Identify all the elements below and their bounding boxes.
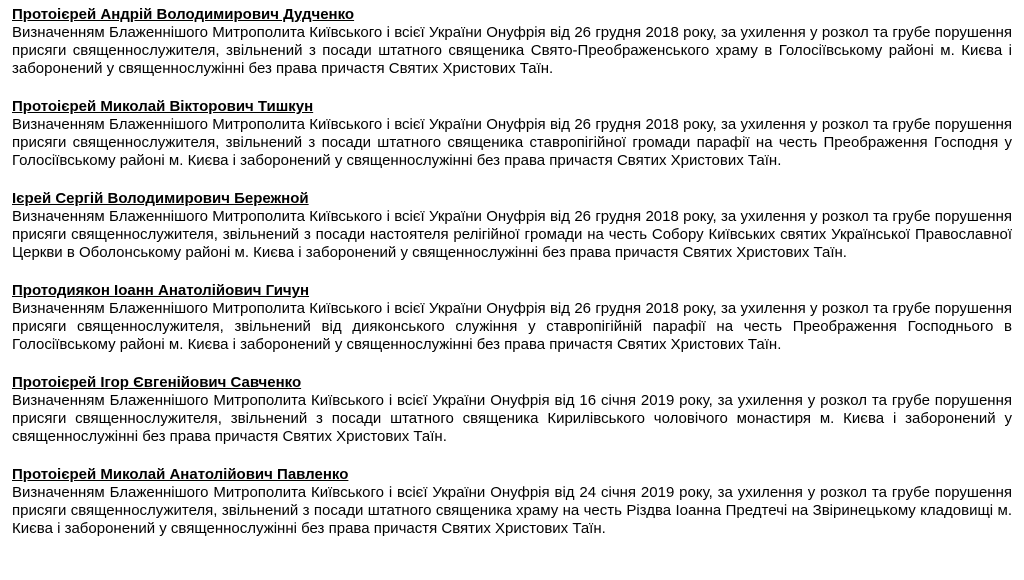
- entry-name: Протоієрей Миколай Анатолійович Павленко: [12, 466, 349, 483]
- entry-text: Визначенням Блаженнішого Митрополита Київського і всієї України Онуфрія від 16 січня 2019 року, за ухилення у розкол та грубе порушення присяги священнослужителя, звільнений з посади штатного священика Кирилівського чоловічого монастиря м. Києва і заборонений у священнослужінні без права причастя Святих Христових Таїн.: [12, 392, 1012, 445]
- entry: [12, 466, 1012, 538]
- entry-name: Протодиякон Іоанн Анатолійович Гичун: [12, 282, 310, 299]
- entry-name: Протоієрей Ігор Євгенійович Савченко: [12, 374, 302, 391]
- entry: [12, 98, 1012, 170]
- entry-text: Визначенням Блаженнішого Митрополита Київського і всієї України Онуфрія від 24 січня 2019 року, за ухилення у розкол та грубе порушення присяги священнослужителя, звільнений з посади штатного священика храму на честь Різдва Іоанна Предтечі на Звіринецькому кладовищі м. Києва і заборонений у священнослужінні без права причастя Святих Христових Таїн.: [12, 484, 1012, 537]
- entry-name: Ієрей Сергій Володимирович Бережной: [12, 190, 309, 207]
- entry-text: Визначенням Блаженнішого Митрополита Київського і всієї України Онуфрія від 26 грудня 2018 року, за ухилення у розкол та грубе порушення присяги священнослужителя, звільнений з посади штатного священика ставропігійної громади парафії на честь Преображення Господня у Голосіївському районі м. Києва і заборонений у священнослужінні без права причастя Святих Христових Таїн.: [12, 116, 1012, 169]
- entry-text: Визначенням Блаженнішого Митрополита Київського і всієї України Онуфрія від 26 грудня 2018 року, за ухилення у розкол та грубе порушення присяги священнослужителя, звільнений від дияконського служіння у ставропігійній парафії на честь Преображення Господнього в Голосіївському районі м. Києва і заборонений у священнослужінні без права причастя Святих Христових Таїн.: [12, 300, 1012, 353]
- entry: [12, 282, 1012, 354]
- entry: [12, 190, 1012, 262]
- entry-name: Протоієрей Миколай Вікторович Тишкун: [12, 98, 314, 115]
- entry-text: Визначенням Блаженнішого Митрополита Київського і всієї України Онуфрія від 26 грудня 2018 року, за ухилення у розкол та грубе порушення присяги священнослужителя, звільнений з посади штатного священика Свято-Преображенського храму в Голосіївському районі м. Києва і заборонений у священнослужінні без права причастя Святих Христових Таїн.: [12, 24, 1012, 77]
- entry: [12, 6, 1012, 78]
- entry-text: Визначенням Блаженнішого Митрополита Київського і всієї України Онуфрія від 26 грудня 2018 року, за ухилення у розкол та грубе порушення присяги священнослужителя, звільнений з посади настоятеля релігійної громади на честь Собору Київських святих Української Православної Церкви в Оболонському районі м. Києва і заборонений у священнослужінні без права причастя Святих Христових Таїн.: [12, 208, 1012, 261]
- entry-name: Протоієрей Андрій Володимирович Дудченко: [12, 6, 355, 23]
- entry: [12, 374, 1012, 446]
